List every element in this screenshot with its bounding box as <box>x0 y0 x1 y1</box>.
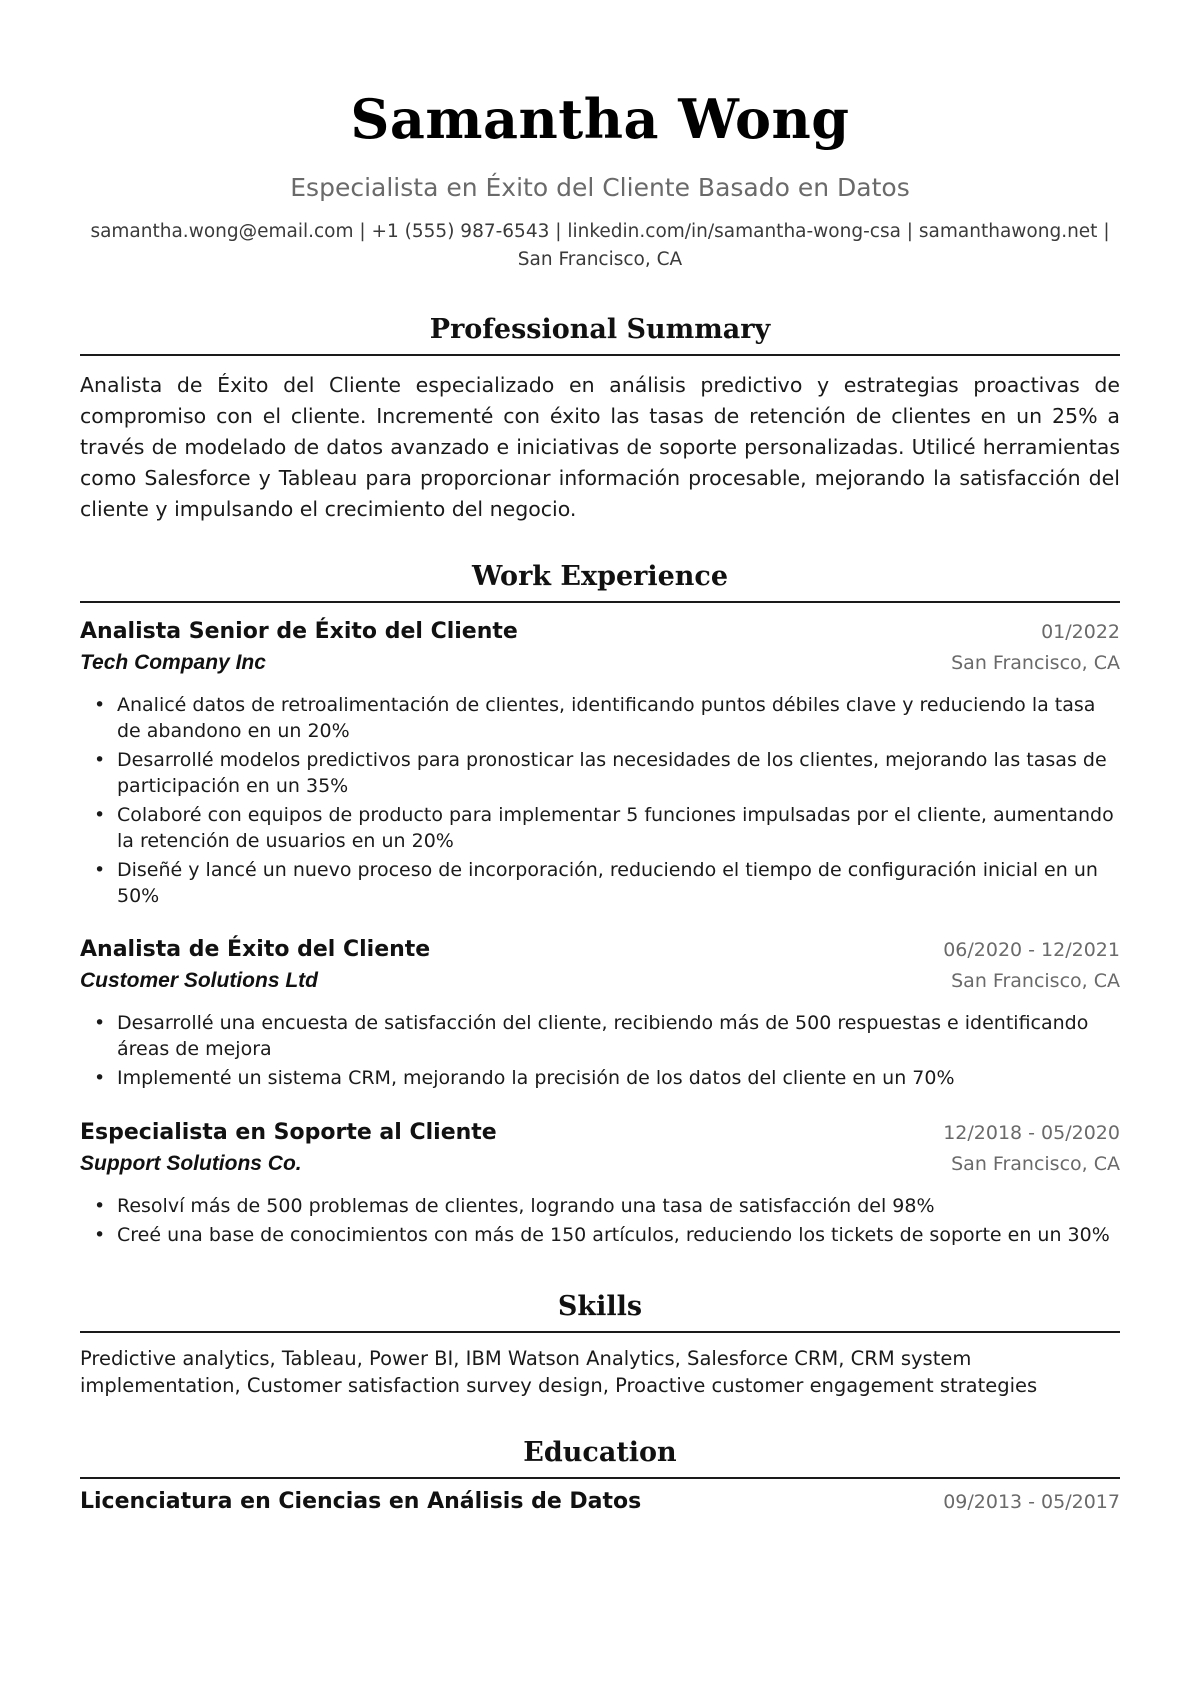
job-bullets <box>80 1011 1120 1092</box>
job-bullet-text: Analicé datos de retroalimentación de clientes, identificando puntos débiles clave y reduciendo la tasa de abandono en un 20% <box>117 694 1096 742</box>
job-location: San Francisco, CA <box>951 970 1120 992</box>
summary-text: Analista de Éxito del Cliente especializado en análisis predictivo y estrategias proactivas de compromiso con el cliente. Incrementé con éxito las tasas de retención de clientes en un 25% a través de modelado de datos avanzado e iniciativas de soporte personalizadas. Utilicé herramientas como Salesforce y Tableau para proporcionar información procesable, mejorando la satisfacción del cliente y impulsando el crecimiento del negocio. <box>80 373 1120 521</box>
education-section <box>80 1435 1120 1517</box>
job-company: Tech Company Inc <box>80 651 266 674</box>
job-title: Analista de Éxito del Cliente <box>80 937 431 962</box>
job-company-row <box>80 965 1120 997</box>
job-entry <box>80 617 1120 909</box>
summary-divider <box>80 354 1120 356</box>
bullet-dot: • <box>94 804 106 826</box>
job-bullet <box>80 803 1120 854</box>
job-bullet <box>80 858 1120 909</box>
skills-divider <box>80 1331 1120 1333</box>
job-company: Support Solutions Co. <box>80 1151 302 1175</box>
contact-line-1: samantha.wong@email.com | +1 (555) 987-6543 | linkedin.com/in/samantha-wong-csa | samanthawong.net | <box>90 221 1110 242</box>
skills-section <box>80 1289 1120 1399</box>
job-bullet-text: Resolví más de 500 problemas de clientes, logrando una tasa de satisfacción del 98% <box>117 1194 935 1217</box>
job-company-row <box>80 647 1120 679</box>
contact-line-2: San Francisco, CA <box>517 249 683 270</box>
education-heading: Education <box>523 1436 677 1468</box>
job-bullet-text: Desarrollé una encuesta de satisfacción del cliente, recibiendo más de 500 respuestas e identificando áreas de mejora <box>117 1012 1089 1060</box>
job-entry <box>80 935 1120 1092</box>
job-bullet <box>80 693 1120 744</box>
education-divider <box>80 1477 1120 1479</box>
job-bullet <box>80 748 1120 799</box>
job-title: Analista Senior de Éxito del Cliente <box>80 619 518 644</box>
candidate-headline: Especialista en Éxito del Cliente Basado en Datos <box>290 173 910 202</box>
bullet-dot: • <box>94 1012 106 1034</box>
job-bullet <box>80 1066 1120 1092</box>
job-bullet-text: Creé una base de conocimientos con más de 150 artículos, reduciendo los tickets de soporte en un 30% <box>117 1224 1110 1246</box>
experience-heading: Work Experience <box>471 561 729 592</box>
job-company-row <box>80 1148 1120 1180</box>
bullet-dot: • <box>94 694 106 716</box>
skills-heading: Skills <box>557 1290 643 1322</box>
bullet-dot: • <box>94 1067 106 1089</box>
job-bullet-text: Colaboré con equipos de producto para implementar 5 funciones impulsadas por el cliente, aumentando la retención de usuarios en un 20% <box>117 804 1114 852</box>
job-bullets <box>80 693 1120 909</box>
candidate-name: Samantha Wong <box>350 87 850 151</box>
job-bullet-text: Diseñé y lancé un nuevo proceso de incorporación, reduciendo el tiempo de configuración inicial en un 50% <box>117 859 1098 907</box>
experience-divider <box>80 601 1120 603</box>
skills-text: Predictive analytics, Tableau, Power BI, IBM Watson Analytics, Salesforce CRM, CRM system implementation, Customer satisfaction survey design, Proactive customer engagement strategies <box>80 1346 1038 1397</box>
bullet-dot: • <box>94 1224 106 1246</box>
job-date: 06/2020 - 12/2021 <box>943 939 1120 961</box>
summary-section <box>80 312 1120 525</box>
job-bullet-text: Implementé un sistema CRM, mejorando la precisión de los datos del cliente en un 70% <box>117 1067 955 1089</box>
job-bullet-text: Desarrollé modelos predictivos para pronosticar las necesidades de los clientes, mejorando las tasas de participación en un 35% <box>117 749 1107 797</box>
bullet-dot: • <box>94 1194 106 1217</box>
job-date: 12/2018 - 05/2020 <box>943 1121 1120 1144</box>
job-title: Especialista en Soporte al Cliente <box>80 1119 497 1145</box>
education-degree: Licenciatura en Ciencias en Análisis de Datos <box>80 1488 642 1514</box>
job-date: 01/2022 <box>1041 621 1120 643</box>
job-bullet <box>80 1223 1120 1249</box>
bullet-dot: • <box>94 749 106 771</box>
bullet-dot: • <box>94 859 106 881</box>
job-bullets <box>80 1194 1120 1249</box>
job-bullet <box>80 1194 1120 1220</box>
contact-info <box>80 218 1120 274</box>
summary-heading: Professional Summary <box>429 314 771 345</box>
job-bullet <box>80 1011 1120 1062</box>
job-header-row <box>80 1118 1120 1148</box>
experience-section <box>80 559 1120 1249</box>
job-company: Customer Solutions Ltd <box>80 969 318 992</box>
education-entry <box>80 1487 1120 1517</box>
job-location: San Francisco, CA <box>951 1152 1120 1175</box>
job-entry <box>80 1118 1120 1249</box>
job-header-row <box>80 935 1120 965</box>
job-header-row <box>80 617 1120 647</box>
education-date: 09/2013 - 05/2017 <box>943 1490 1120 1513</box>
job-location: San Francisco, CA <box>951 652 1120 674</box>
resume-page <box>80 0 1120 1517</box>
